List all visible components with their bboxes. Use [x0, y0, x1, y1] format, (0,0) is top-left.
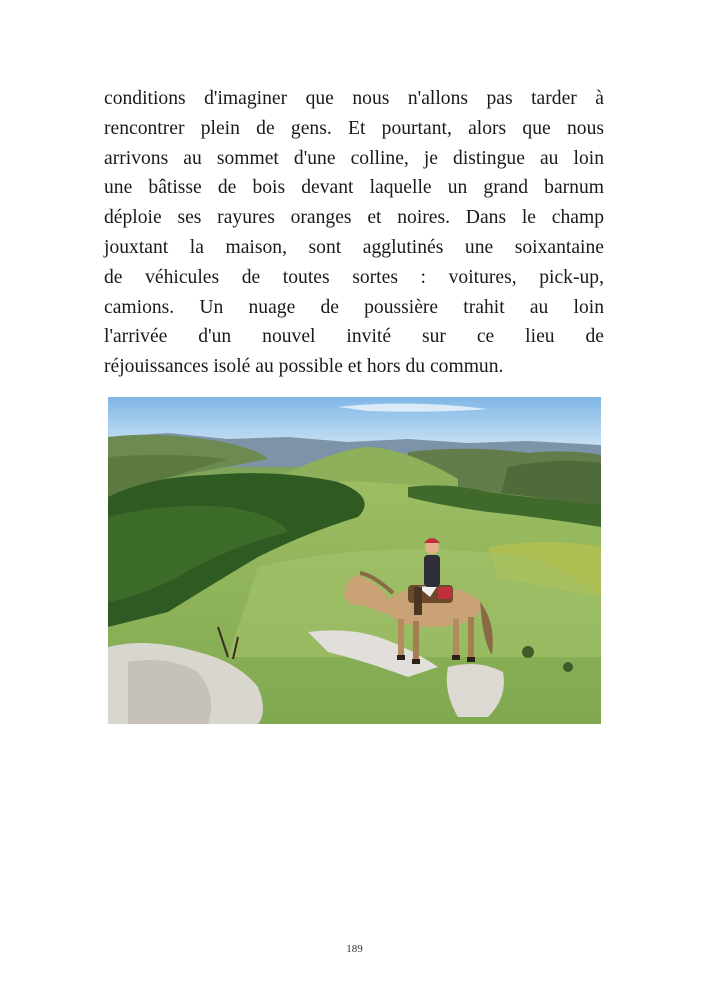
text-line: de véhicules de toutes sortes : voitures, pick-up,	[104, 266, 604, 288]
text-line: réjouissances isolé au possible et hors du commun.	[104, 356, 504, 378]
page-number: 189	[346, 943, 363, 955]
text-line: jouxtant la maison, sont agglutinés une soixantaine	[104, 236, 604, 258]
text-line: conditions d'imaginer que nous n'allons pas tarder à	[104, 88, 604, 109]
text-line: rencontrer plein de gens. Et pourtant, alors que nous	[104, 117, 604, 139]
text-line: arrivons au sommet d'une colline, je distingue au loin	[104, 147, 604, 169]
text-line: déploie ses rayures oranges et noires. Dans le champ	[104, 207, 604, 229]
text-line: une bâtisse de bois devant laquelle un grand barnum	[104, 177, 604, 199]
body-paragraph	[104, 84, 604, 382]
horse-rider-hills-image	[108, 397, 601, 724]
text-line: l'arrivée d'un nouvel invité sur ce lieu de	[104, 326, 604, 348]
text-line: camions. Un nuage de poussière trahit au loin	[104, 296, 604, 318]
landscape-photo	[108, 397, 601, 724]
